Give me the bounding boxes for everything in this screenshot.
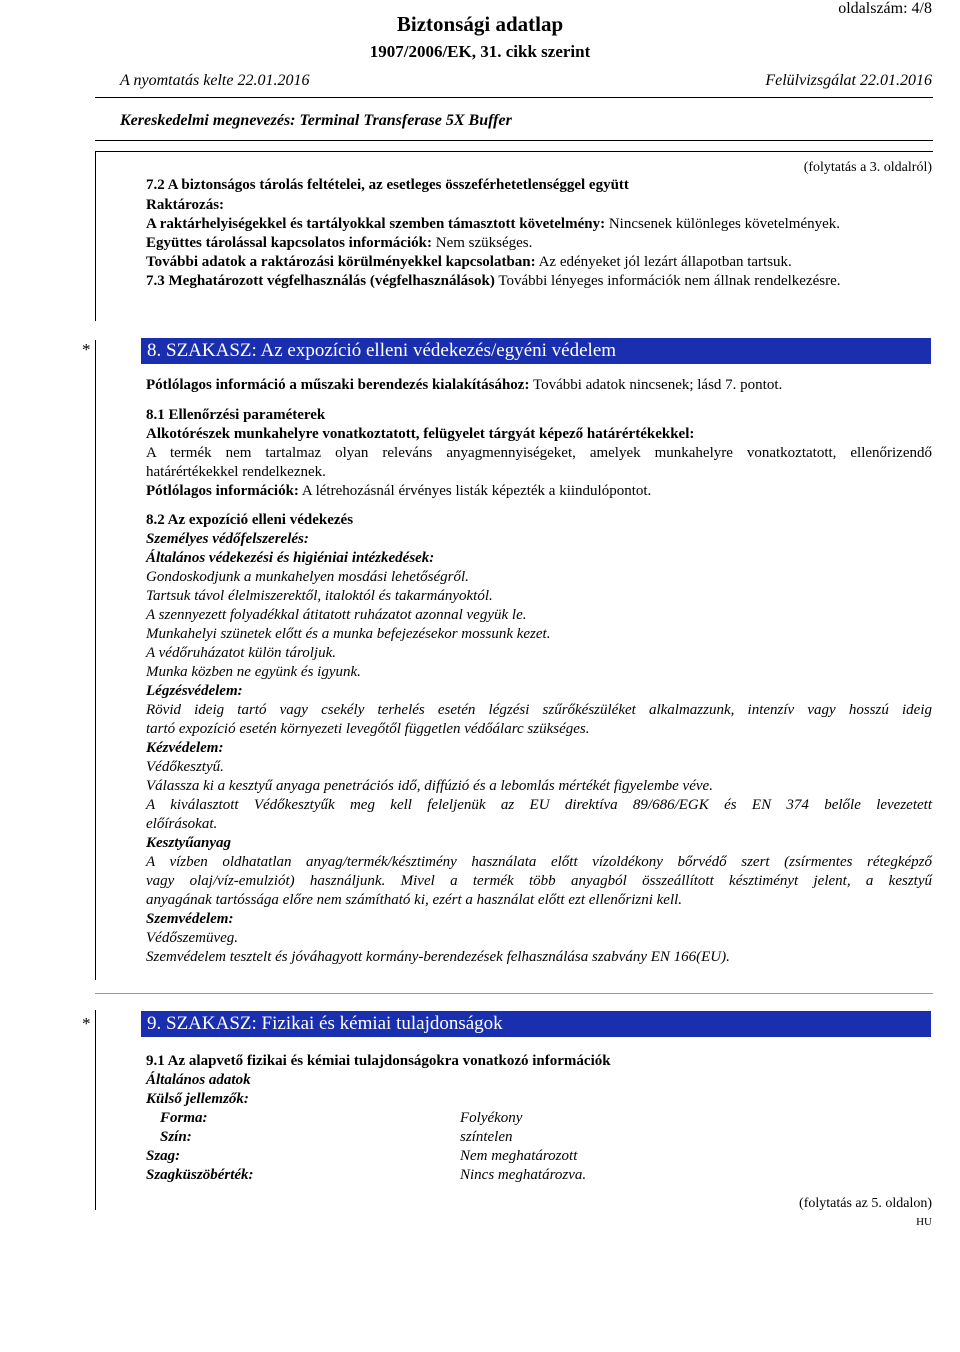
glove-material-text-2 <box>146 872 932 891</box>
hand-protection-text: Válassza ki a kesztyű anyaga penetrációs idő, diffúzió és a lebomlás mértékét figyelembe véve. <box>146 778 713 794</box>
limit-values-text-2: határértékekkel rendelkeznek. <box>146 464 326 480</box>
section-frame-left-9 <box>95 1010 96 1210</box>
glove-material-text-1-span: A vízben oldhatatlan anyag/termék/késztimény használata előtt vízoldékony bőrvédő szert (zsírmentes rétegképző <box>146 854 932 870</box>
storage-requirement <box>146 215 840 234</box>
property-label-odour-threshold: Szagküszöbérték: <box>146 1167 254 1183</box>
property-value-form: Folyékony <box>460 1110 523 1126</box>
glove-material-text-1 <box>146 853 932 872</box>
section-9-heading <box>141 1011 931 1037</box>
glove-material-label: Kesztyűanyag <box>146 835 232 851</box>
joint-storage-value: Nem szükséges. <box>431 235 533 251</box>
storage-conditions-value: Az edényeket jól lezárt állapotban tartsuk. <box>535 254 792 270</box>
section-9-title: 9. SZAKASZ: Fizikai és kémiai tulajdonságok <box>147 1013 503 1034</box>
limit-values-label: Alkotórészek munkahelyre vonatkoztatott, felügyelet tárgyát képező határértékekkel: <box>146 426 695 442</box>
storage-requirement-label: A raktárhelyiségekkel és tartályokkal szemben támasztott követelmény: <box>146 216 606 232</box>
hand-protection-text: Védőkesztyű. <box>146 759 224 775</box>
header-divider <box>95 97 933 98</box>
page-number: oldalszám: 4/8 <box>838 0 932 17</box>
revision-date: Felülvizsgálat 22.01.2016 <box>765 72 932 89</box>
additional-info <box>146 482 651 501</box>
continued-to: (folytatás az 5. oldalon) <box>799 1196 932 1211</box>
document-title: Biztonsági adatlap <box>396 12 564 36</box>
print-date: A nyomtatás kelte 22.01.2016 <box>120 72 310 89</box>
eye-protection-text: Szemvédelem tesztelt és jóváhagyott kormány-berendezések felhasználása szabvány EN 166(EU). <box>146 949 730 965</box>
hygiene-label: Általános védekezési és higiéniai intézkedések: <box>146 550 435 566</box>
glove-material-text-3: anyagának tartóssága előre nem számítható ki, ezért a használat előtt ezt ellenőrizni kell. <box>146 892 683 908</box>
hygiene-item: Tartsuk távol élelmiszerektől, italoktól és takarmányoktól. <box>146 588 493 604</box>
property-label-form: Forma: <box>160 1110 208 1126</box>
hand-protection-text-3 <box>146 796 932 815</box>
limit-values-text-1-span: A termék nem tartalmaz olyan releváns anyagmennyiségeket, amelyek munkahelyre vonatkoztatott, ellenőrizendő <box>146 445 932 461</box>
respiratory-text-2: tartó expozíció esetén környezeti levegőtől független védőálarc szükséges. <box>146 721 590 737</box>
heading-8-2: 8.2 Az expozíció elleni védekezés <box>146 512 354 528</box>
section-8-heading <box>141 338 931 364</box>
technical-info-label: Pótlólagos információ a műszaki berendezés kialakításához: <box>146 377 530 393</box>
specific-end-use <box>146 272 840 291</box>
storage-conditions-label: További adatok a raktározási körülményekkel kapcsolatban: <box>146 254 536 270</box>
heading-7-2: 7.2 A biztonságos tárolás feltételei, az esetleges összeférhetetlenséggel együtt <box>146 177 629 193</box>
specific-end-use-value: További lényeges információk nem állnak rendelkezésre. <box>494 273 841 289</box>
technical-info-value: További adatok nincsenek; lásd 7. pontot. <box>529 377 783 393</box>
property-label-odour: Szag: <box>146 1148 181 1164</box>
property-value-odour-threshold: Nincs meghatározva. <box>460 1167 587 1183</box>
technical-info <box>146 376 782 395</box>
storage-requirement-value: Nincsenek különleges követelmények. <box>605 216 841 232</box>
hygiene-item: Gondoskodjunk a munkahelyen mosdási lehetőségről. <box>146 569 469 585</box>
header-divider-bottom <box>95 140 933 141</box>
general-info-label: Általános adatok <box>146 1072 251 1088</box>
revision-marker: * <box>82 340 91 359</box>
limit-values-text-1 <box>146 444 932 463</box>
property-value-odour: Nem meghatározott <box>460 1148 578 1164</box>
section-8-title: 8. SZAKASZ: Az expozíció elleni védekezés/egyéni védelem <box>147 340 617 361</box>
joint-storage-label: Együttes tárolással kapcsolatos információk: <box>146 235 432 251</box>
section-frame-top <box>95 151 933 152</box>
hygiene-item: A szennyezett folyadékkal átitatott ruházatot azonnal vegyük le. <box>146 607 527 623</box>
section-frame-left <box>95 151 96 321</box>
glove-material-text-2-span: vagy olaj/víz-emulziót) használjunk. Mivel a termék több anyagból összeállított késztiményt jelent, a kesztyű <box>146 873 932 889</box>
revision-marker: * <box>82 1014 91 1033</box>
section-frame-left-8 <box>95 340 96 980</box>
additional-info-label: Pótlólagos információk: <box>146 483 299 499</box>
hand-protection-label: Kézvédelem: <box>146 740 224 756</box>
product-name: Kereskedelmi megnevezés: Terminal Transferase 5X Buffer <box>120 112 512 129</box>
additional-info-value: A létrehozásnál érvényes listák képezték a kiindulópontot. <box>298 483 652 499</box>
property-value-colour: színtelen <box>460 1129 513 1145</box>
respiratory-label: Légzésvédelem: <box>146 683 243 699</box>
continued-from: (folytatás a 3. oldalról) <box>803 160 932 175</box>
ppe-label: Személyes védőfelszerelés: <box>146 531 309 547</box>
heading-8-1: 8.1 Ellenőrzési paraméterek <box>146 407 326 423</box>
hygiene-item: A védőruházatot külön tároljuk. <box>146 645 336 661</box>
storage-label: Raktározás: <box>146 197 225 213</box>
eye-protection-label: Szemvédelem: <box>146 911 234 927</box>
document-subtitle: 1907/2006/EK, 31. cikk szerint <box>369 42 591 61</box>
heading-9-1: 9.1 Az alapvető fizikai és kémiai tulajdonságokra vonatkozó információk <box>146 1053 611 1069</box>
joint-storage <box>146 234 532 253</box>
storage-conditions <box>146 253 792 272</box>
hand-protection-text-3-span: A kiválasztott Védőkesztyűk meg kell feleljenük az EU direktíva 89/686/EGK és EN 374 belőle levezetett <box>146 797 932 813</box>
language-code: HU <box>916 1216 932 1228</box>
respiratory-text-1-span: Rövid ideig tartó vagy csekély terhelés esetén légzési szűrőkészüléket alkalmazzunk, intenzív vagy hosszú ideig <box>146 702 932 718</box>
hygiene-item: Munka közben ne együnk és igyunk. <box>146 664 361 680</box>
appearance-label: Külső jellemzők: <box>146 1091 249 1107</box>
hygiene-item: Munkahelyi szünetek előtt és a munka befejezésekor mossunk kezet. <box>146 626 551 642</box>
hand-protection-text: előírásokat. <box>146 816 218 832</box>
respiratory-text-1 <box>146 701 932 720</box>
property-label-colour: Szín: <box>160 1129 192 1145</box>
eye-protection-text: Védőszemüveg. <box>146 930 239 946</box>
section-divider <box>95 993 933 994</box>
specific-end-use-label: 7.3 Meghatározott végfelhasználás (végfelhasználások) <box>146 273 495 289</box>
